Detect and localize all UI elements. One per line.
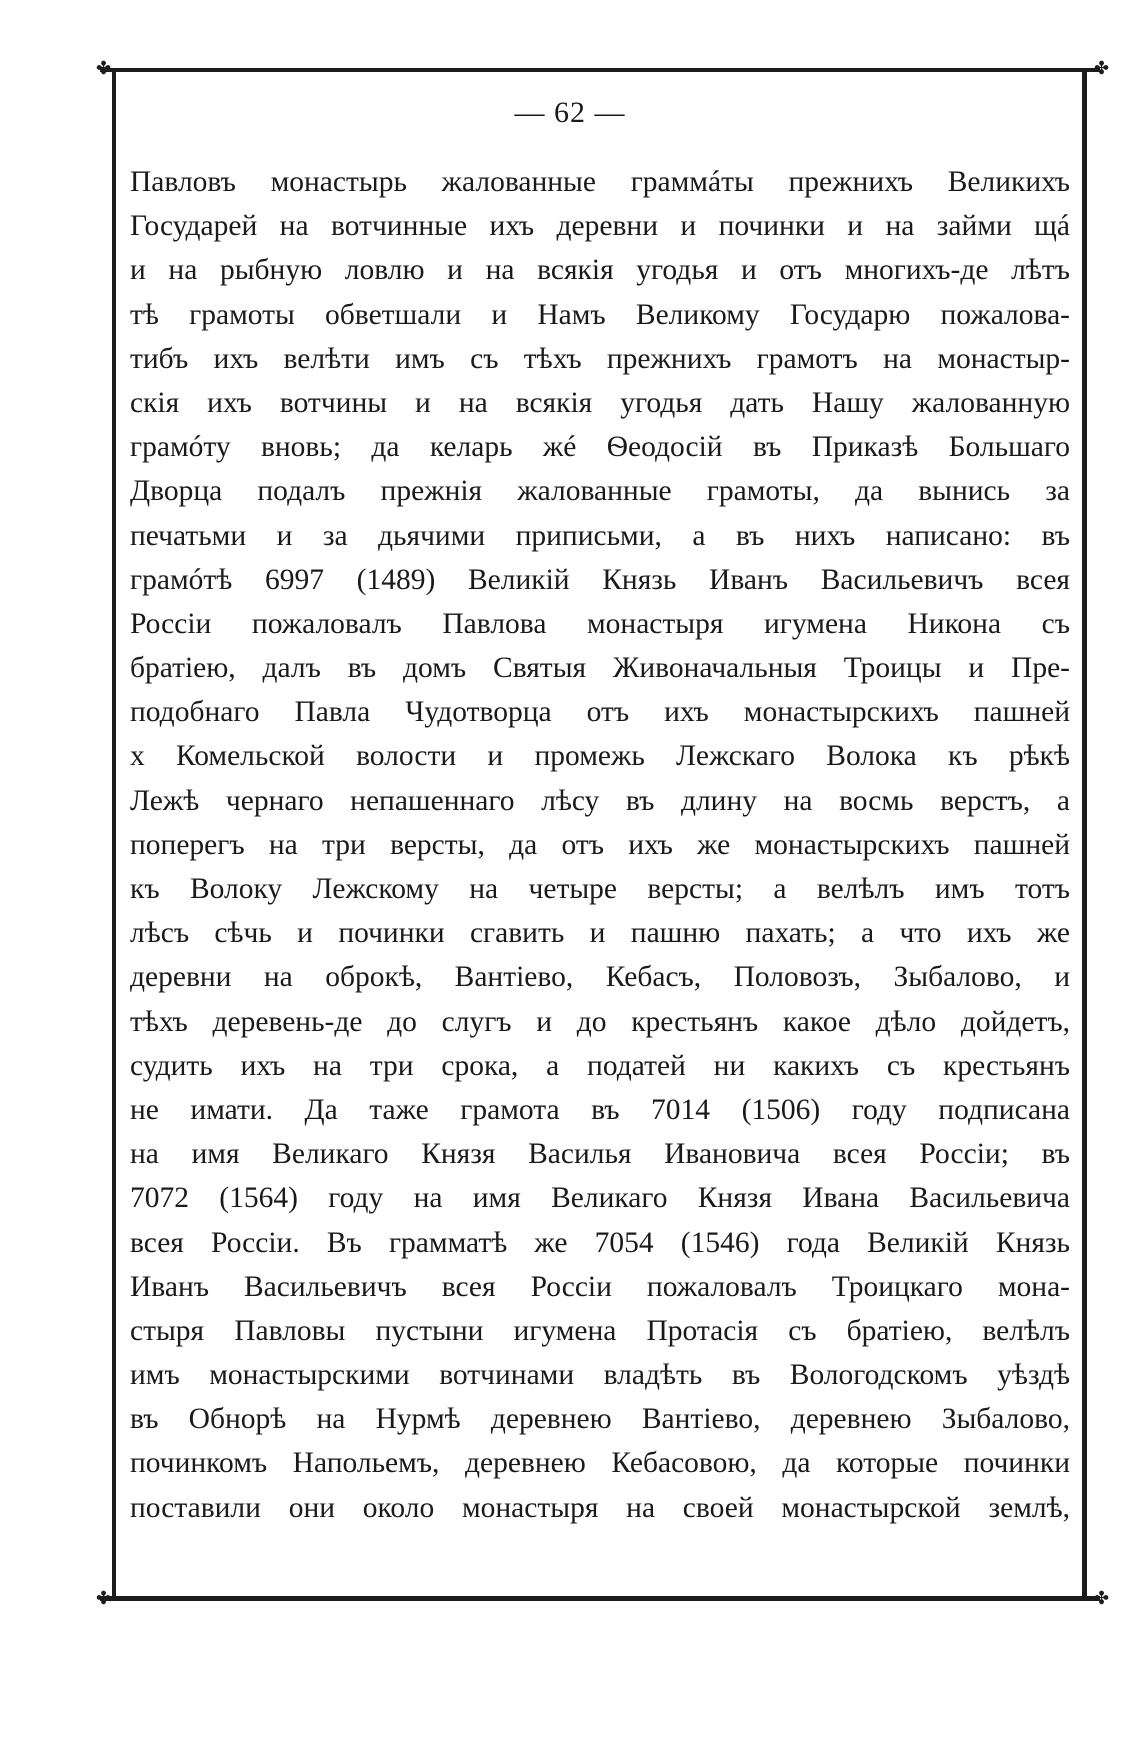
page-number: — 62 — [514, 96, 626, 129]
text-line: тѣхъ деревень-де до слугъ и до крестьянъ какое дѣло дойдетъ, [130, 1005, 1070, 1038]
text-line: грамóтѣ 6997 (1489) Великій Князь Иванъ Васильевичъ всея [130, 563, 1070, 596]
text-line: Иванъ Васильевичъ всея Россіи пожаловалъ Троицкаго мона- [130, 1270, 1070, 1303]
text-line: поперегъ на три версты, да отъ ихъ же монастырскихъ пашней [130, 828, 1070, 861]
text-line: Россіи пожаловалъ Павлова монастыря игумена Никона съ [130, 607, 1070, 640]
text-line: братіею, далъ въ домъ Святыя Живоначальныя Троицы и Пре- [130, 652, 1070, 685]
text-line: Лежѣ чернаго непашеннаго лѣсу въ длину на восмь верстъ, а [130, 784, 1070, 817]
text-line: тибъ ихъ велѣти имъ съ тѣхъ прежнихъ грамотъ на монастыр- [130, 342, 1070, 375]
text-line: въ Обнорѣ на Нурмѣ деревнею Вантіево, деревнею Зыбалово, [130, 1403, 1070, 1436]
text-line: не имати. Да таже грамота въ 7014 (1506) году подписана [130, 1093, 1070, 1126]
text-line: къ Волоку Лежскому на четыре версты; а велѣлъ имъ тотъ [130, 873, 1070, 905]
text-line: тѣ грамоты обветшали и Намъ Великому Государю пожалова- [130, 298, 1070, 331]
text-line: всея Россіи. Въ грамматѣ же 7054 (1546) года Великій Князь [130, 1226, 1070, 1259]
text-line: лѣсъ сѣчь и починки сгавить и пашню пахать; а что ихъ же [130, 917, 1070, 950]
text-line: печатьми и за дьячими приписьми, а въ нихъ написано: въ [130, 519, 1070, 552]
text-line: 7072 (1564) году на имя Великаго Князя Ивана Васильевича [130, 1182, 1070, 1215]
text-line: грамóту вновь; да келарь жé Ѳеодосій въ Приказѣ Большаго [130, 431, 1070, 464]
text-line: стыря Павловы пустыни игумена Протасія съ братіею, велѣлъ [130, 1314, 1070, 1347]
body-text [130, 160, 1070, 1530]
text-line: имъ монастырскими вотчинами владѣть въ Вологодскомъ уѣздѣ [130, 1359, 1070, 1392]
text-line: судить ихъ на три срока, а податей ни какихъ съ крестьянъ [130, 1049, 1070, 1082]
text-line: починкомъ Напольемъ, деревнею Кебасовою, да которые починки [130, 1447, 1070, 1480]
bottom-border-rule [100, 1596, 1100, 1601]
text-line: х Комельской волости и промежь Лежскаго Волока къ рѣкѣ [130, 740, 1070, 773]
text-line: подобнаго Павла Чудотворца отъ ихъ монастырскихъ пашней [130, 696, 1070, 729]
text-line: на имя Великаго Князя Василья Ивановича всея Россіи; въ [130, 1138, 1070, 1171]
bottom-left-ornament-icon: ✤ [96, 1588, 112, 1608]
top-right-ornament-icon: ✤ [1094, 58, 1110, 78]
top-left-ornament-icon: ✤ [96, 58, 112, 78]
text-line: скія ихъ вотчины и на всякія угодья дать Нашу жалованную [130, 386, 1070, 419]
text-line: и на рыбную ловлю и на всякія угодья и отъ многихъ-де лѣтъ [130, 254, 1070, 287]
bottom-right-ornament-icon: ✤ [1094, 1588, 1110, 1608]
text-line: Государей на вотчинные ихъ деревни и починки и на займи щá [130, 210, 1070, 243]
text-line: Павловъ монастырь жалованные граммáты прежнихъ Великихъ [130, 166, 1070, 198]
text-line: деревни на оброкѣ, Вантіево, Кебасъ, Половозъ, Зыбалово, и [130, 961, 1070, 994]
text-line: Дворца подалъ прежнія жалованные грамоты, да вынись за [130, 475, 1070, 508]
text-line: поставили они около монастыря на своей монастырской землѣ, [130, 1491, 1070, 1524]
